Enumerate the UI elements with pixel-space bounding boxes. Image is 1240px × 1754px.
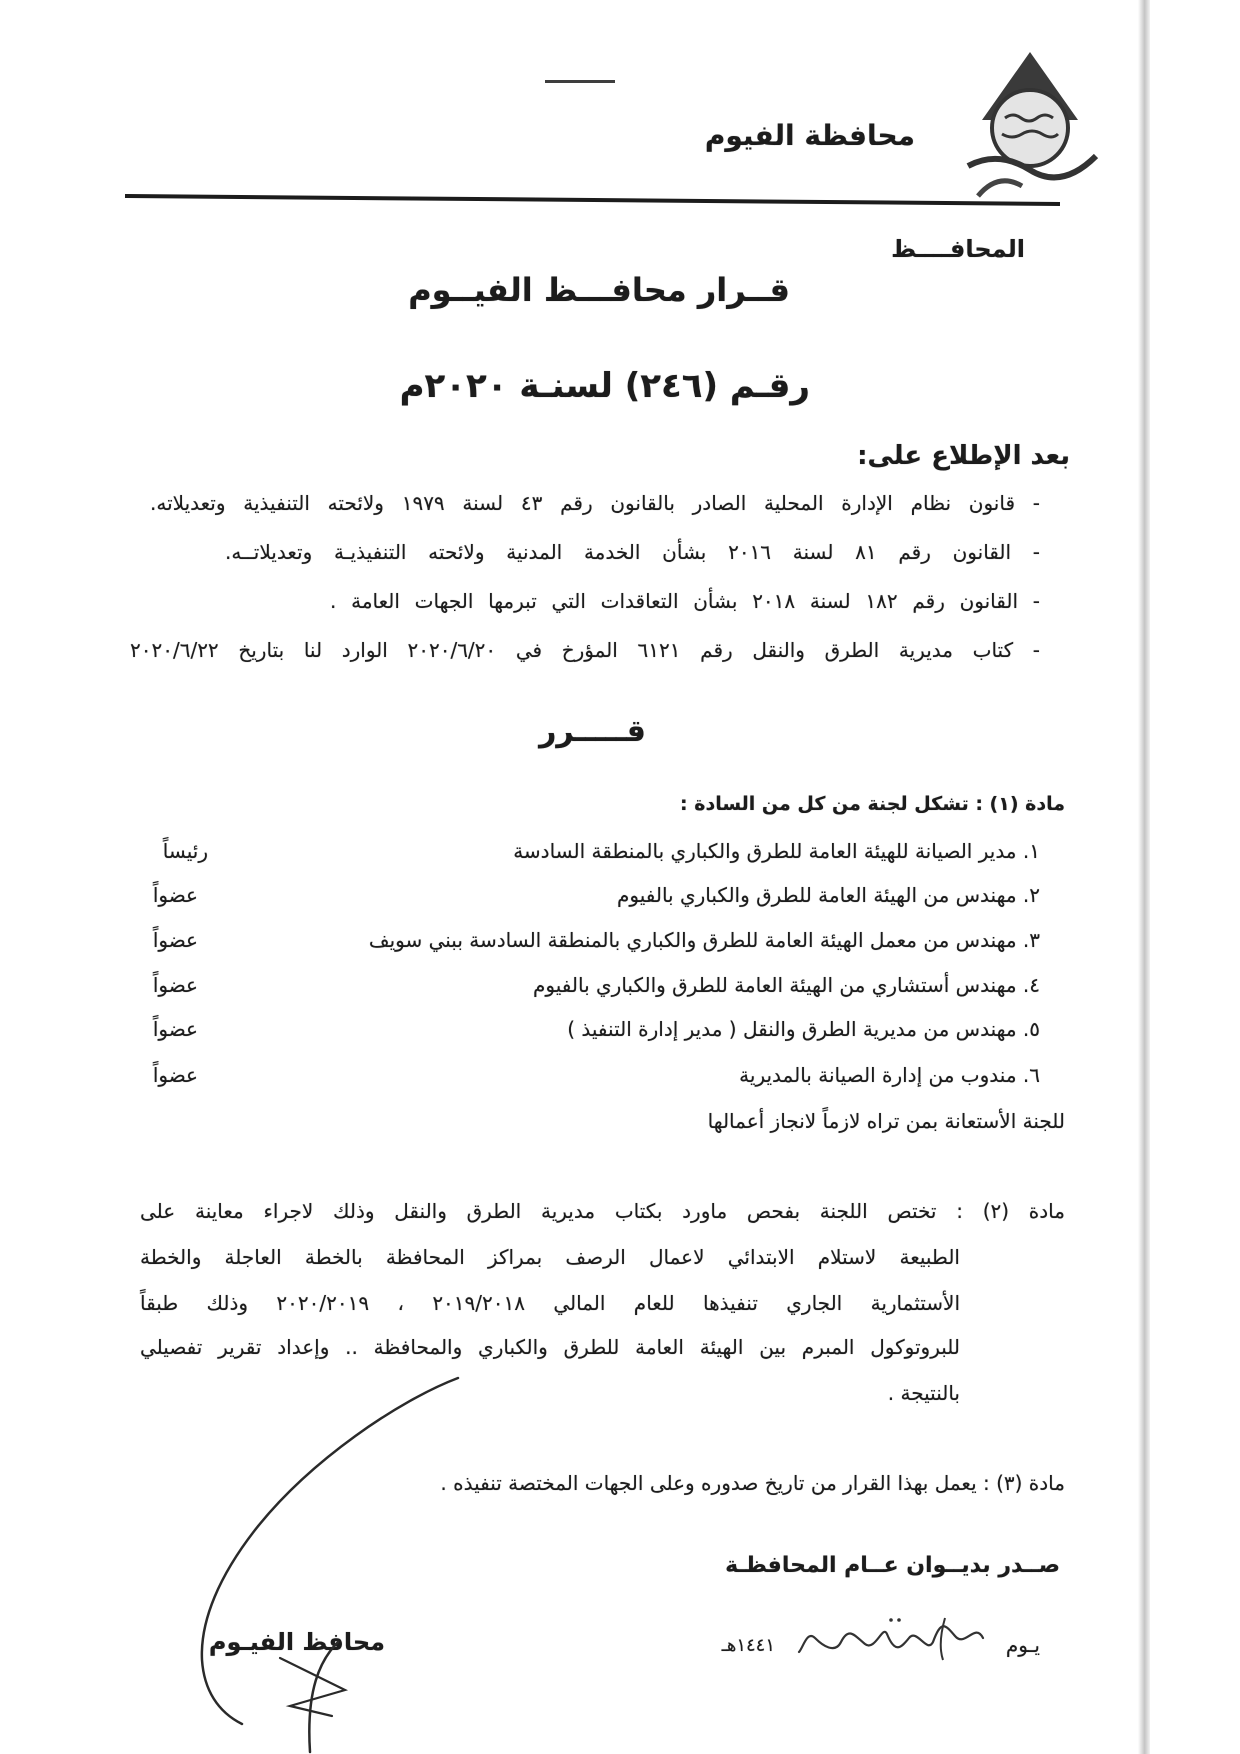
office-label: المحافــــظ [891, 235, 1025, 263]
fayoum-emblem-icon [960, 48, 1100, 198]
article-1-heading: مادة (١) : تشكل لجنة من كل من السادة : [680, 793, 1065, 815]
committee-member: ٣. مهندس من معمل الهيئة العامة للطرق والكباري بالمنطقة السادسة ببني سويف [368, 928, 1040, 952]
member-role: عضواً [152, 883, 198, 907]
member-role: عضواً [152, 1017, 198, 1041]
signatory-title: محافظ الفيـوم [208, 1628, 385, 1656]
governorate-name: محافظة الفيوم [704, 119, 915, 152]
article-2-line: الطبيعة لاستلام الابتدائي لاعمال الرصف بمراكز المحافظة بالخطة العاجلة والخطة [140, 1245, 960, 1269]
preamble-item: - القانون رقم ٨١ لسنة ٢٠١٦ بشأن الخدمة المدنية ولائحته التنفيذيـة وتعديلاتــه. [225, 540, 1040, 564]
committee-member: ٥. مهندس من مديرية الطرق والنقل ( مدير إدارة التنفيذ ) [567, 1017, 1040, 1041]
member-role: عضواً [152, 928, 198, 952]
article-1-note: للجنة الأستعانة بمن تراه لازماً لانجاز أعمالها [707, 1109, 1065, 1133]
top-dash [545, 80, 615, 83]
decree-number: رقـم (٢٤٦) لسنـة ٢٠٢٠م [399, 366, 810, 406]
article-2-line: الأستثمارية الجاري تنفيذها للعام المالي ٢٠١٩/٢٠١٨ ، ٢٠٢٠/٢٠١٩ وذلك طبقاً [140, 1291, 961, 1315]
preamble-item: - قانون نظام الإدارة المحلية الصادر بالقانون رقم ٤٣ لسنة ١٩٧٩ ولائحته التنفيذية وتعديلاته. [150, 491, 1040, 515]
emblem-disc [992, 90, 1068, 166]
preamble-item: - كتاب مديرية الطرق والنقل رقم ٦١٢١ المؤرخ في ٢٠٢٠/٦/٢٠ الوارد لنا بتاريخ ٢٠٢٠/٦/٢٢ [130, 638, 1040, 662]
committee-member: ١. مدير الصيانة للهيئة العامة للطرق والكباري بالمنطقة السادسة [513, 839, 1040, 863]
committee-member: ٤. مهندس أستشاري من الهيئة العامة للطرق والكباري بالفيوم [533, 973, 1040, 997]
member-role: عضواً [152, 973, 198, 997]
date-day-label: يـوم [1005, 1633, 1040, 1657]
article-2-line: بالنتيجة . [887, 1381, 960, 1405]
committee-member: ٢. مهندس من الهيئة العامة للطرق والكباري بالفيوم [616, 883, 1040, 907]
article-2-line: مادة (٢) : تختص اللجنة بفحص ماورد بكتاب مديرية الطرق والنقل وذلك لاجراء معاينة على [140, 1199, 1065, 1223]
committee-member: ٦. مندوب من إدارة الصيانة بالمديرية [739, 1063, 1040, 1087]
decision-word: قـــــرر [539, 714, 646, 749]
preamble-heading: بعد الإطلاع على: [857, 441, 1070, 471]
hijri-year: ١٤٤١هـ [721, 1635, 775, 1656]
article-3: مادة (٣) : يعمل بهذا القرار من تاريخ صدوره وعلى الجهات المختصة تنفيذه . [440, 1471, 1065, 1495]
issued-at: صــدر بديــوان عــام المحافظـة [725, 1553, 1060, 1578]
member-role: عضواً [152, 1063, 198, 1087]
decree-title: قــرار محافـــظ الفيــوم [408, 271, 790, 309]
governor-signature [160, 1360, 480, 1754]
member-role: رئيساً [162, 839, 208, 863]
article-2-line: للبروتوكول المبرم بين الهيئة العامة للطرق والكباري والمحافظة .. وإعداد تقرير تفصيلي [140, 1335, 960, 1359]
header-rule [120, 186, 1070, 216]
preamble-item: - القانون رقم ١٨٢ لسنة ٢٠١٨ بشأن التعاقدات التي تبرمها الجهات العامة . [330, 589, 1041, 613]
handwritten-date [795, 1608, 990, 1670]
scan-page-edge [1138, 0, 1150, 1754]
